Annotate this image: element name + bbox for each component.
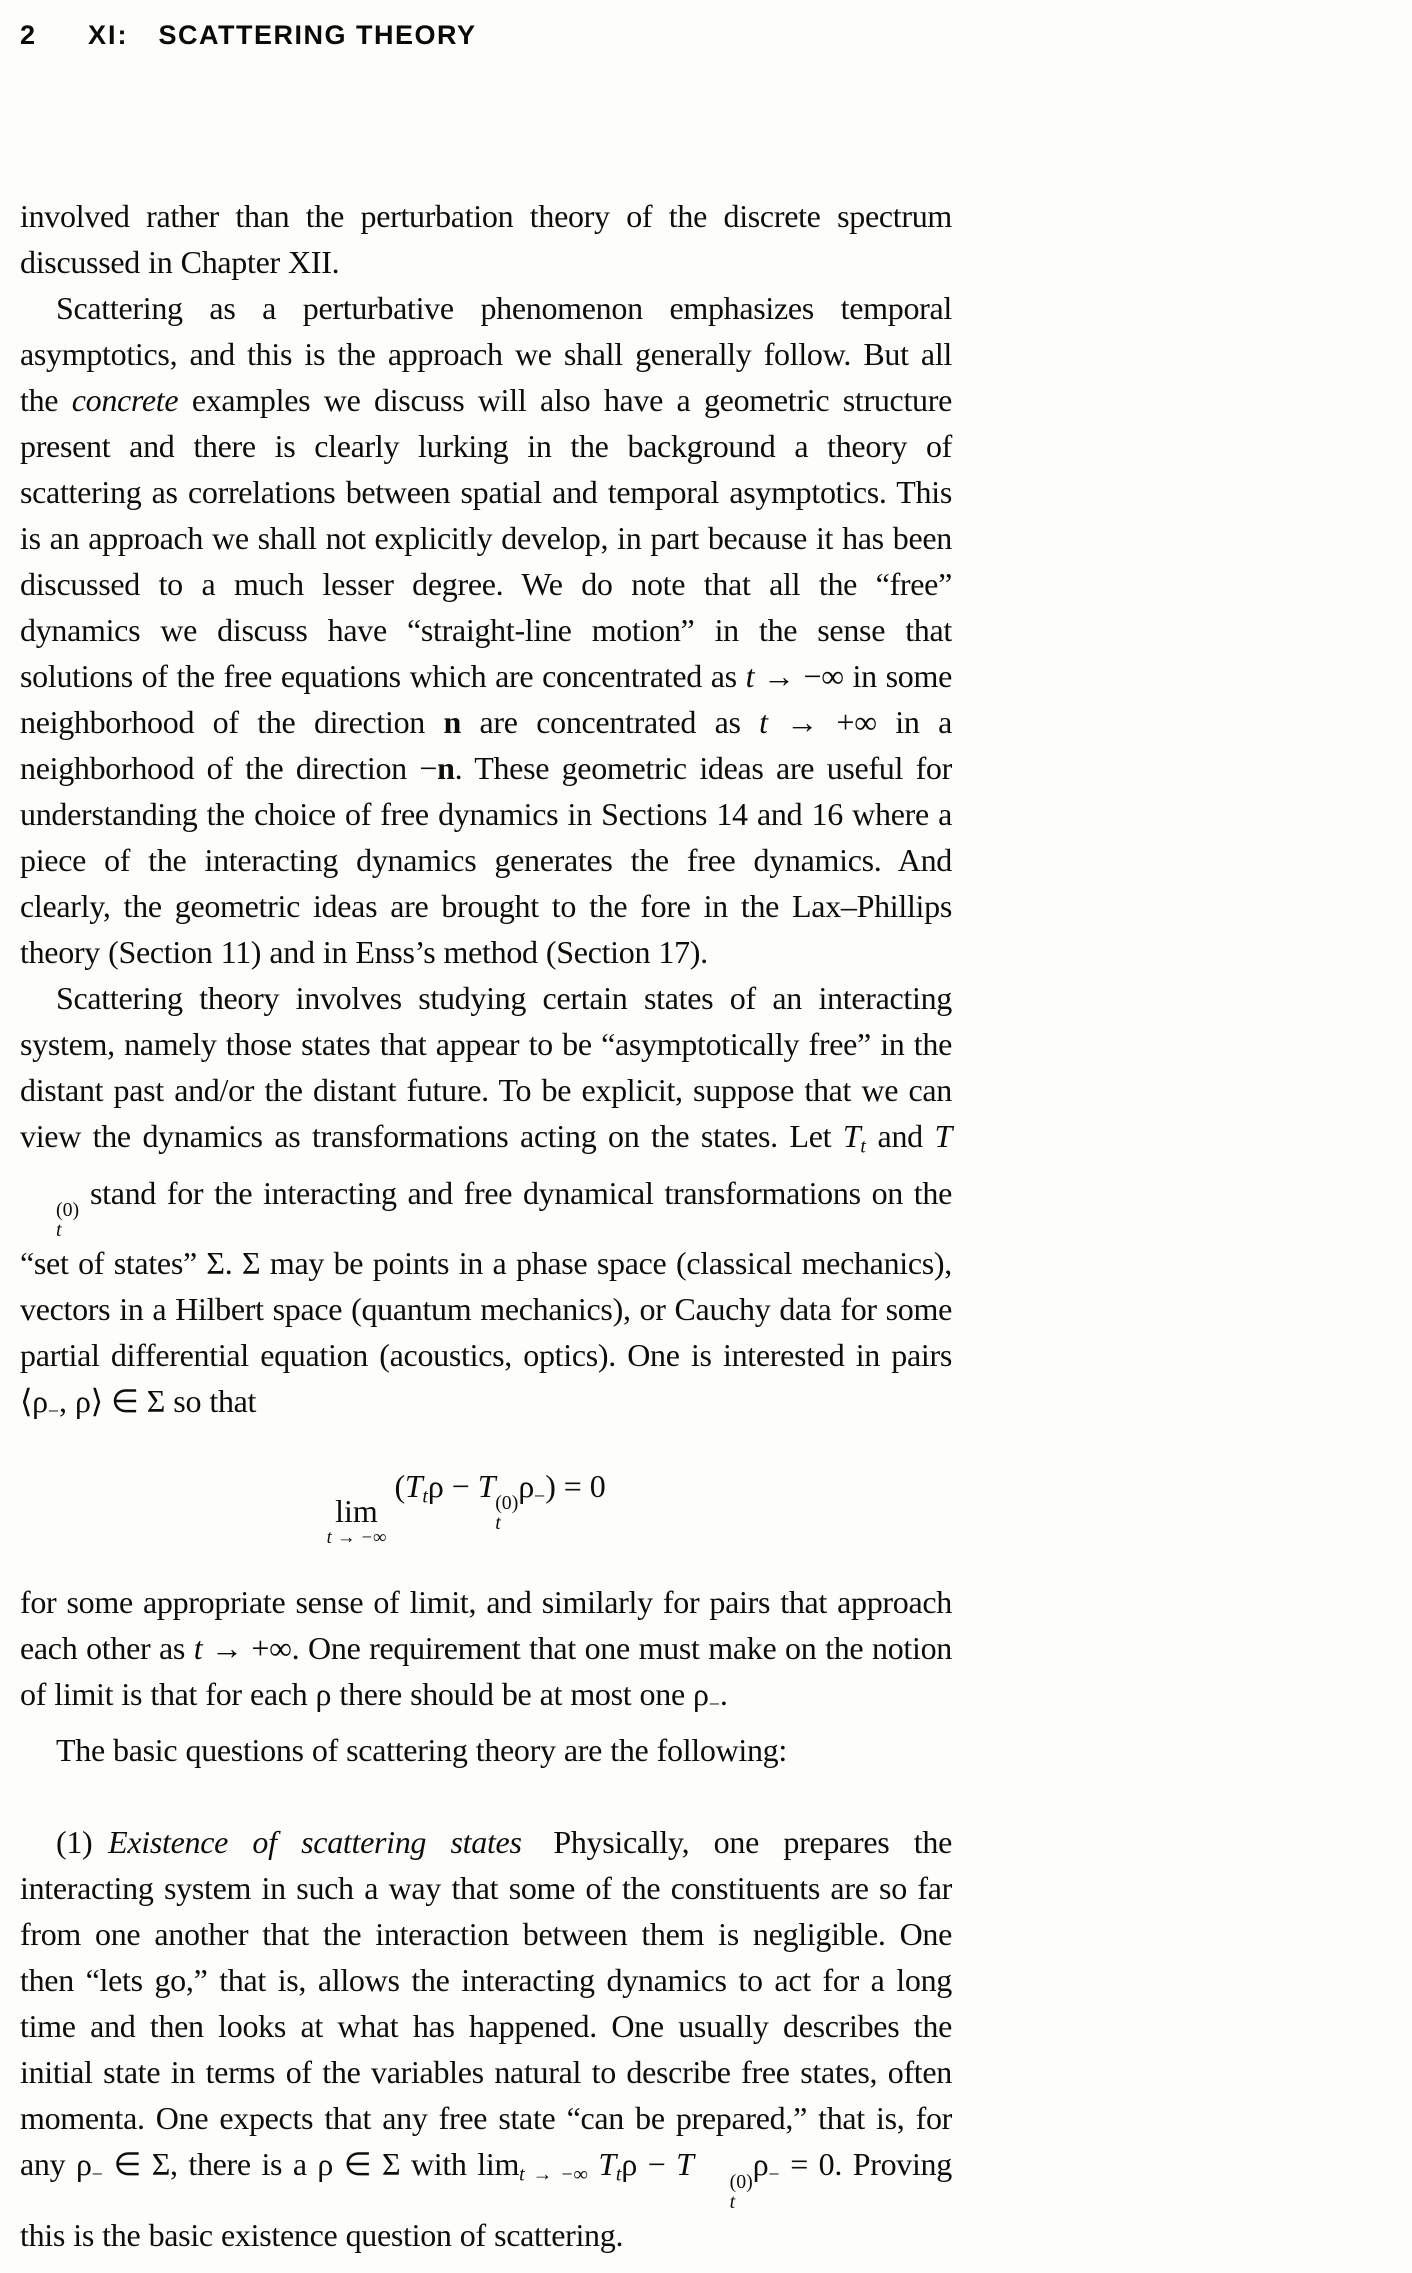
text-run: = 0. Proving this is the basic existence question of scattering. bbox=[20, 2146, 961, 2254]
text-run: . These geometric ideas are useful for understanding the choice of free dynamics in Sections 14 and 16 where a piece of the interacting dynamics generates the free dynamics. And clearly, the geometric ideas are brought to the fore in the Lax–Phillips theory (Section 11) and in Enss’s method (Section 17). bbox=[20, 750, 961, 970]
text-run: T bbox=[934, 1118, 952, 1154]
text-run: Scattering theory involves studying certain states of an interacting system, namely those states that appear to be “asymptotically free” in the distant past and/or the distant future. To be explicit, suppose that we can view the dynamics as transformations acting on the states. Let bbox=[20, 980, 961, 1154]
lim-symbol: lim bbox=[335, 1492, 378, 1529]
text-run: → +∞ in a neighborhood of the direction − bbox=[20, 704, 961, 786]
text-run: Existence of scattering states bbox=[108, 1824, 522, 1861]
text-run: T bbox=[404, 1467, 423, 1504]
superscript: (0) bbox=[729, 2170, 753, 2193]
text-run: ∈ Σ, there is a ρ ∈ Σ with lim bbox=[102, 2146, 520, 2183]
chapter-label: XI: bbox=[88, 20, 129, 50]
sup-sub-script bbox=[694, 2172, 753, 2212]
paragraph bbox=[20, 1727, 952, 1773]
text-run: t → −∞ bbox=[519, 2163, 588, 2186]
superscript: (0) bbox=[495, 1492, 519, 1515]
subscript: t bbox=[729, 2190, 736, 2213]
text-run: t bbox=[422, 1485, 428, 1508]
running-title: SCATTERING THEORY bbox=[158, 20, 477, 50]
text-run: concrete bbox=[71, 382, 179, 418]
text-run: t bbox=[860, 1135, 866, 1158]
text-run: Scattering as a perturbative phenomenon emphasizes temporal asymptotics, and this is the approach we shall generally follow. But all the bbox=[20, 290, 961, 418]
text-run bbox=[588, 2146, 599, 2182]
text-run: ( bbox=[386, 1467, 405, 1504]
text-run: involved rather than the perturbation theory of the discrete spectrum discussed in Chapter XII. bbox=[20, 198, 961, 280]
paragraph bbox=[20, 975, 961, 1435]
text-run: Physically, one prepares the interacting system in such a way that some of the constituents are so far from one another that the interaction between them is negligible. One then “lets go,” that is, allows the interacting dynamics to act for a long time and then looks at what has happened. One usually describes the initial state in terms of the variables natural to describe free states, often momenta. One expects that any free state “can be prepared,” that is, for any ρ bbox=[20, 1824, 961, 2183]
sup-sub-script bbox=[495, 1493, 518, 1533]
paragraph bbox=[20, 193, 961, 285]
text-run: t bbox=[193, 1629, 203, 1666]
subscript: t bbox=[56, 1219, 62, 1242]
text-run: ) = 0 bbox=[545, 1467, 606, 1504]
text-run: − bbox=[768, 2163, 780, 2186]
text-run: . bbox=[719, 1675, 728, 1712]
sup-sub-script bbox=[20, 1200, 79, 1240]
text-run: ρ bbox=[518, 1467, 534, 1504]
limit-operator bbox=[326, 1492, 387, 1549]
text-run: t bbox=[759, 704, 768, 740]
text-run: − bbox=[91, 2163, 103, 2186]
text-run: T bbox=[676, 2146, 694, 2183]
text-run: , ρ⟩ ∈ Σ so that bbox=[59, 1383, 257, 1420]
text-run: ρ − bbox=[427, 1467, 478, 1504]
text-run: → +∞. One requirement that one must make on the notion of limit is that for each ρ there should be at most one ρ bbox=[20, 1629, 961, 1712]
paragraph bbox=[20, 285, 961, 975]
page-number: 2 bbox=[20, 20, 36, 50]
text-run: ρ bbox=[752, 2146, 769, 2183]
text-run: − bbox=[534, 1485, 546, 1508]
text-run: n bbox=[443, 704, 462, 740]
lim-subscript: t → −∞ bbox=[326, 1527, 387, 1549]
body-text bbox=[20, 193, 961, 2258]
text-run: n bbox=[437, 750, 455, 786]
text-run: stand for the interacting and free dynamical transformations on the “set of states” Σ. Σ may be points in a phase space (classical mechanics), vectors in a Hilbert space (quantum mechanics), or Cauchy data for some partial differential equation (acoustics, optics). One is interested in pairs ⟨ρ bbox=[20, 1174, 961, 1420]
paragraph bbox=[20, 1579, 961, 1728]
text-run: (1) bbox=[56, 1824, 109, 1861]
text-run: t bbox=[745, 658, 755, 694]
text-run: − bbox=[47, 1400, 60, 1423]
paragraph bbox=[20, 1819, 961, 2258]
text-run: − bbox=[708, 1693, 720, 1716]
superscript: (0) bbox=[56, 1198, 80, 1221]
text-run: examples we discuss will also have a geometric structure present and there is clearly lurking in the background a theory of scattering as correlations between spatial and temporal asymptotics. This is an approach we shall not explicitly develop, in part because it has been discussed to a much lesser degree. We do note that all the “free” dynamics we discuss have “straight-line motion” in the sense that solutions of the free equations which are concentrated as bbox=[20, 382, 961, 694]
text-run: → −∞ in some neighborhood of the direction bbox=[20, 658, 961, 740]
text-run: t bbox=[615, 2163, 622, 2186]
text-run: T bbox=[598, 2146, 616, 2183]
text-run: and bbox=[865, 1118, 935, 1154]
text-run: T bbox=[842, 1118, 861, 1154]
text-run: T bbox=[477, 1467, 496, 1504]
text-run: The basic questions of scattering theory are the following: bbox=[56, 1732, 787, 1769]
text-run: are concentrated as bbox=[461, 704, 760, 740]
text-run: for some appropriate sense of limit, and similarly for pairs that approach each other as bbox=[20, 1583, 961, 1666]
display-equation bbox=[0, 1463, 952, 1549]
running-header bbox=[20, 20, 1412, 51]
text-run: ρ − bbox=[621, 2146, 677, 2183]
subscript: t bbox=[495, 1512, 501, 1535]
